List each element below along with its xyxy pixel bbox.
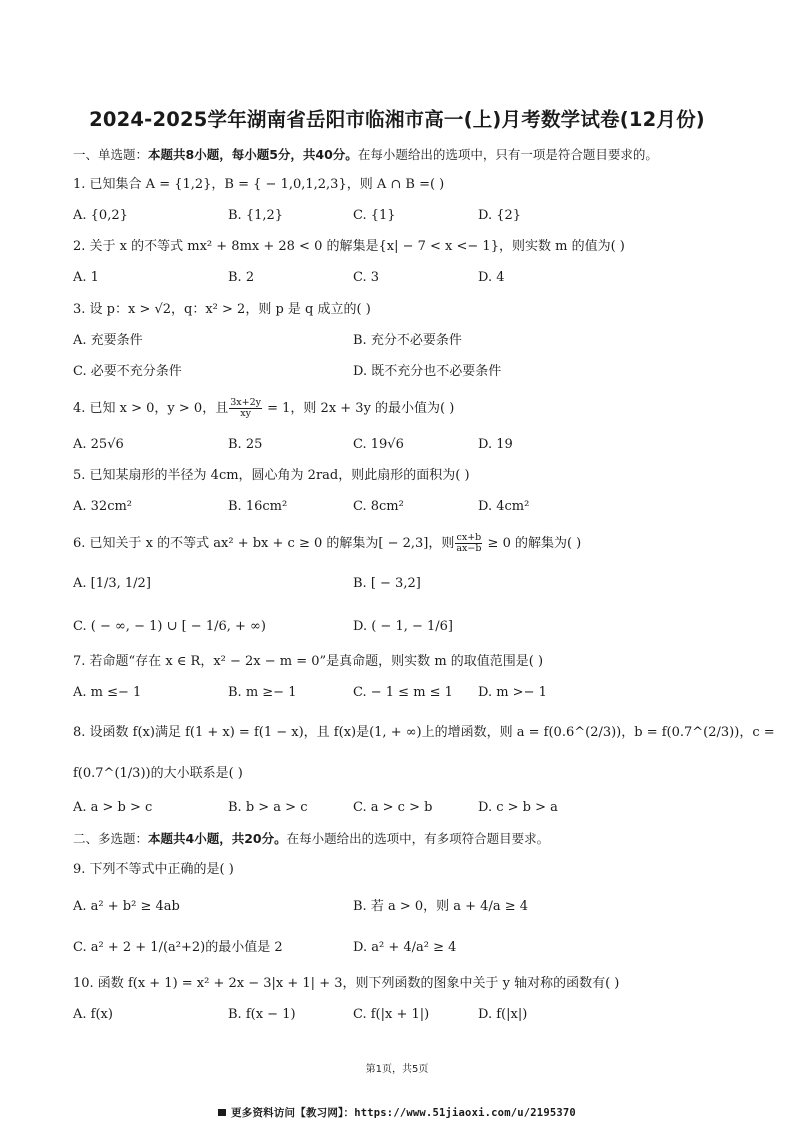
question-9: 9. 下列不等式中正确的是( )	[73, 862, 234, 877]
option-c[interactable]: C. a > c > b	[353, 800, 433, 815]
option-d[interactable]: D. c > b > a	[478, 800, 558, 815]
question-8-continued: f(0.7^(1/3))的大小联系是( )	[73, 766, 243, 781]
question-6-tail: ≥ 0 的解集为( )	[483, 536, 582, 551]
option-b[interactable]: B. {1,2}	[228, 208, 284, 223]
section-1-heading	[73, 147, 658, 163]
option-b[interactable]: B. [ − 3,2]	[353, 576, 421, 591]
question-9-options-row2	[73, 940, 733, 956]
option-d[interactable]: D. 19	[478, 437, 513, 452]
question-10-options	[73, 1007, 733, 1023]
question-6-options-row2	[73, 619, 733, 635]
question-8: 8. 设函数 f(x)满足 f(1 + x) = f(1 − x)，且 f(x)是(1, + ∞)上的增函数，则 a = f(0.6^(2/3))，b = f(0.7^(2/3))，c =	[73, 725, 775, 740]
option-a[interactable]: A. a² + b² ≥ 4ab	[73, 899, 180, 914]
question-2: 2. 关于 x 的不等式 mx² + 8mx + 28 < 0 的解集是{x| − 7 < x <− 1}，则实数 m 的值为( )	[73, 239, 625, 254]
option-b[interactable]: B. m ≥− 1	[228, 685, 297, 700]
fraction-numerator: cx+b	[456, 532, 482, 543]
option-c[interactable]: C. f(|x + 1|)	[353, 1007, 430, 1022]
question-1-options	[73, 208, 733, 224]
option-c[interactable]: C. − 1 ≤ m ≤ 1	[353, 685, 453, 700]
question-4	[73, 398, 454, 420]
page-number: 第1页，共5页	[365, 1064, 429, 1075]
option-a[interactable]: A. 25√6	[73, 437, 124, 452]
option-d[interactable]: D. f(|x|)	[478, 1007, 528, 1022]
option-d[interactable]: D. 4cm²	[478, 499, 530, 514]
question-10: 10. 函数 f(x + 1) = x² + 2x − 3|x + 1| + 3，则下列函数的图象中关于 y 轴对称的函数有( )	[73, 976, 620, 991]
option-b[interactable]: B. 充分不必要条件	[353, 333, 462, 348]
question-6-lead: 6. 已知关于 x 的不等式 ax² + bx + c ≥ 0 的解集为[ − 2,3]，则	[73, 536, 455, 551]
option-b[interactable]: B. 16cm²	[228, 499, 288, 514]
question-3-options-row1	[73, 333, 733, 349]
option-a[interactable]: A. 1	[73, 270, 99, 285]
question-4-tail: = 1，则 2x + 3y 的最小值为( )	[262, 401, 455, 416]
option-a[interactable]: A. m ≤− 1	[73, 685, 142, 700]
promo-banner[interactable]	[0, 1105, 794, 1120]
question-2-options	[73, 270, 733, 286]
option-d[interactable]: D. m >− 1	[478, 685, 547, 700]
option-a[interactable]: A. a > b > c	[73, 800, 153, 815]
question-3-options-row2	[73, 364, 733, 380]
question-9-options-row1	[73, 899, 733, 915]
option-d[interactable]: D. 既不充分也不必要条件	[353, 364, 502, 379]
fraction-numerator: 3x+2y	[230, 397, 261, 408]
option-d[interactable]: D. {2}	[478, 208, 522, 223]
option-a[interactable]: A. 32cm²	[73, 499, 133, 514]
promo-link[interactable]: 更多资料访问【教习网】：https://www.51jiaoxi.com/u/2195370	[231, 1107, 576, 1119]
option-a[interactable]: A. {0,2}	[73, 208, 128, 223]
section-1-prefix: 一、单选题：	[73, 147, 149, 162]
section-2-heading	[73, 831, 549, 847]
option-a[interactable]: A. [1/3, 1/2]	[73, 576, 151, 591]
question-1: 1. 已知集合 A = {1,2}，B = { − 1,0,1,2,3}，则 A ∩ B =( )	[73, 177, 445, 192]
option-d[interactable]: D. ( − 1, − 1/6]	[353, 619, 454, 634]
question-8-options	[73, 800, 733, 816]
option-c[interactable]: C. ( − ∞, − 1) ∪ [ − 1/6, + ∞)	[73, 619, 266, 634]
option-c[interactable]: C. a² + 2 + 1/(a²+2)的最小值是 2	[73, 940, 283, 955]
section-2-bold: 本题共4小题，共20分。	[148, 831, 287, 846]
option-c[interactable]: C. 必要不充分条件	[73, 364, 182, 379]
question-5: 5. 已知某扇形的半径为 4cm，圆心角为 2rad，则此扇形的面积为( )	[73, 468, 470, 483]
option-c[interactable]: C. 19√6	[353, 437, 404, 452]
option-c[interactable]: C. {1}	[353, 208, 396, 223]
section-2-rest: 在每小题给出的选项中，有多项符合题目要求。	[286, 831, 550, 846]
section-1-rest: 在每小题给出的选项中，只有一项是符合题目要求的。	[357, 147, 658, 162]
question-4-options	[73, 437, 733, 453]
question-6-fraction	[455, 533, 482, 554]
question-4-lead: 4. 已知 x > 0，y > 0，且	[73, 401, 229, 416]
question-7: 7. 若命题“存在 x ∈ R，x² − 2x − m = 0”是真命题，则实数 m 的取值范围是( )	[73, 654, 544, 669]
question-4-fraction	[229, 398, 262, 419]
section-1-bold: 本题共8小题，每小题5分，共40分。	[148, 147, 358, 162]
fraction-denominator: ax−b	[456, 543, 482, 554]
section-2-prefix: 二、多选题：	[73, 831, 149, 846]
exam-title: 2024-2025学年湖南省岳阳市临湘市高一(上)月考数学试卷(12月份)	[89, 108, 705, 131]
question-3: 3. 设 p：x > √2，q：x² > 2，则 p 是 q 成立的( )	[73, 302, 371, 317]
option-d[interactable]: D. 4	[478, 270, 505, 285]
option-d[interactable]: D. a² + 4/a² ≥ 4	[353, 940, 457, 955]
option-c[interactable]: C. 8cm²	[353, 499, 404, 514]
question-7-options	[73, 685, 733, 701]
option-b[interactable]: B. 25	[228, 437, 263, 452]
option-b[interactable]: B. 2	[228, 270, 255, 285]
option-c[interactable]: C. 3	[353, 270, 380, 285]
option-b[interactable]: B. b > a > c	[228, 800, 308, 815]
option-a[interactable]: A. f(x)	[73, 1007, 113, 1022]
option-b[interactable]: B. f(x − 1)	[228, 1007, 296, 1022]
fraction-denominator: xy	[240, 408, 251, 419]
option-b[interactable]: B. 若 a > 0，则 a + 4/a ≥ 4	[353, 899, 528, 914]
flag-icon	[218, 1109, 226, 1116]
question-6-options-row1	[73, 576, 733, 592]
question-5-options	[73, 499, 733, 515]
option-a[interactable]: A. 充要条件	[73, 333, 143, 348]
question-6	[73, 533, 581, 555]
